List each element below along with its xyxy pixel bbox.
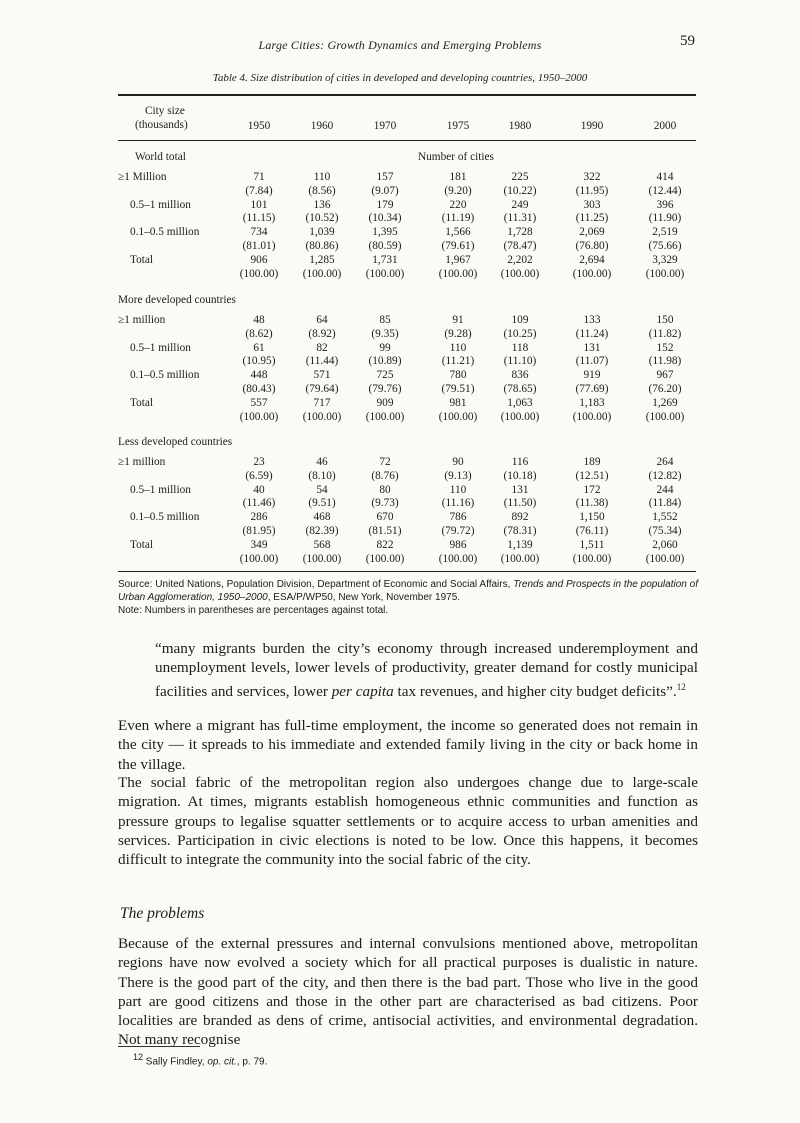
table-cell-percent: (8.10)	[308, 469, 336, 482]
running-head: Large Cities: Growth Dynamics and Emerging Problems	[258, 38, 542, 52]
table-cell: 322	[583, 171, 601, 183]
table-cell: 1,511	[579, 538, 605, 551]
table-cell-percent: (100.00)	[572, 267, 612, 280]
table-cell: 110	[449, 483, 467, 496]
table-cell: 152	[656, 341, 674, 354]
row-label: Total	[130, 396, 154, 409]
table-cell-percent: (11.44)	[305, 355, 339, 368]
paragraph-3: Because of the external pressures and internal convulsions mentioned above, metropolitan regions have now evolved a society which for all practical purposes is dualistic in nature. There is the good part of the city, and then there is the bad part. Those who live in the good part are good citizens and those in the other part are characterised as bad citizens. Poor localities are branded as dens of crime, antisocial activities, and environmental degradation. Not many recognise	[118, 935, 698, 1049]
table-cell: 2,060	[652, 538, 678, 551]
year-header: 1980	[508, 120, 532, 132]
table-cell: 1,728	[507, 226, 533, 239]
row-label: 0.5–1 million	[130, 198, 191, 211]
table-cell-percent: (100.00)	[645, 410, 685, 423]
table-cell-percent: (80.59)	[368, 240, 402, 252]
year-header: 1975	[446, 120, 470, 132]
table-cell: 110	[449, 341, 467, 354]
table-cell-percent: (9.35)	[371, 327, 399, 340]
table-cell: 919	[583, 369, 601, 382]
table-cell-percent: (11.84)	[648, 497, 682, 510]
table-cell: 981	[449, 396, 467, 409]
table-cell-percent: (100.00)	[572, 410, 612, 423]
table-cell-percent: (9.73)	[371, 497, 399, 510]
table-cell: 1,566	[445, 226, 471, 239]
table-cell: 349	[250, 538, 268, 551]
table-cell-percent: (8.92)	[308, 327, 336, 340]
table-note: Note: Numbers in parentheses are percentages against total.	[118, 605, 389, 616]
group-title: Less developed countries	[118, 436, 233, 448]
source-suffix: , ESA/P/WP50, New York, November 1975.	[267, 592, 461, 603]
table-cell-percent: (77.69)	[575, 383, 609, 395]
table-cell: 64	[316, 314, 328, 326]
table-cell: 72	[379, 456, 391, 468]
row-label: 0.1–0.5 million	[130, 369, 200, 382]
table-cell: 2,202	[507, 253, 533, 266]
table-cell: 172	[583, 483, 601, 496]
table-cell: 189	[583, 456, 601, 468]
section-heading: The problems	[120, 905, 205, 922]
table-cell: 90	[452, 456, 464, 468]
table-cell-percent: (100.00)	[302, 552, 342, 565]
year-header: 1970	[373, 120, 397, 132]
table-cell-percent: (11.50)	[503, 497, 537, 510]
table-cell: 150	[656, 314, 674, 326]
table-cell-percent: (79.72)	[441, 525, 475, 537]
paragraph-2: The social fabric of the metropolitan region also undergoes change due to large-scale migration. At times, migrants establish homogeneous ethnic communities and function as pressure groups to legalise squatter settlements or to acquire access to urban amenities and services. Participation in civic elections is noted to be low. Once this happens, it becomes difficult to integrate the community into the social fabric of the city.	[118, 774, 698, 869]
table-cell: 110	[313, 171, 331, 183]
table-cell-percent: (11.07)	[575, 355, 609, 368]
table-cell: 396	[656, 198, 674, 211]
year-header: 1950	[247, 120, 271, 132]
table-cell: 131	[583, 341, 601, 354]
quote-italic: per capita	[331, 682, 394, 700]
table-cell-percent: (78.31)	[503, 525, 537, 537]
table-cell-percent: (100.00)	[302, 267, 342, 280]
table-cell: 85	[379, 314, 391, 326]
table-cell-percent: (11.82)	[648, 327, 682, 340]
table-cell-percent: (7.84)	[245, 184, 273, 197]
table-cell-percent: (10.89)	[368, 355, 402, 368]
table-cell-percent: (11.21)	[441, 355, 475, 368]
table-cell: 220	[449, 198, 467, 211]
table-cell: 82	[316, 341, 328, 354]
table-cell: 448	[250, 369, 268, 382]
year-header: 1960	[310, 120, 334, 132]
table-cell-percent: (10.18)	[503, 469, 537, 482]
table-cell-percent: (79.76)	[368, 383, 402, 395]
table-cell-percent: (100.00)	[645, 552, 685, 565]
table-cell: 1,285	[309, 253, 335, 266]
table-cell: 46	[316, 456, 328, 468]
table-cell-percent: (79.61)	[441, 240, 475, 252]
row-label: 0.1–0.5 million	[130, 511, 200, 524]
table-cell-percent: (100.00)	[365, 552, 405, 565]
table-cell: 71	[253, 171, 265, 183]
table-cell-percent: (6.59)	[245, 469, 273, 482]
row-label: ≥1 Million	[118, 171, 167, 183]
table-cell: 670	[376, 511, 394, 524]
year-header: 2000	[653, 120, 677, 132]
footnote-rule	[118, 1046, 200, 1047]
table-cell: 2,519	[652, 226, 678, 239]
table-cell: 23	[253, 456, 265, 468]
table-cell-percent: (9.51)	[308, 497, 336, 510]
table-cell-percent: (100.00)	[365, 267, 405, 280]
table-header-rule	[118, 140, 696, 141]
table-cell-percent: (100.00)	[500, 552, 540, 565]
table-cell: 91	[452, 314, 464, 326]
table-cell-percent: (78.47)	[503, 240, 537, 252]
table-cell-percent: (100.00)	[438, 410, 478, 423]
table-cell-percent: (75.66)	[648, 240, 682, 252]
table-cell: 557	[250, 396, 268, 409]
table-cell: 717	[313, 396, 331, 409]
table-cell-percent: (81.01)	[242, 240, 276, 252]
row-label: 0.5–1 million	[130, 483, 191, 496]
table-cell-percent: (100.00)	[239, 267, 279, 280]
table-cell: 303	[583, 198, 601, 211]
table-cell: 909	[376, 396, 394, 409]
table-cell-percent: (12.44)	[648, 184, 682, 197]
footnote-ref: 12	[676, 681, 686, 692]
table-cell-percent: (76.20)	[648, 383, 682, 395]
number-of-cities-label: Number of cities	[418, 151, 494, 163]
table-cell-percent: (11.31)	[503, 212, 537, 225]
table-cell: 101	[250, 198, 268, 211]
table-cell: 157	[376, 171, 394, 183]
table-cell-percent: (8.62)	[245, 327, 273, 340]
table-cell: 906	[250, 253, 268, 266]
table-cell: 1,183	[579, 396, 605, 409]
table-cell-percent: (10.22)	[503, 184, 537, 197]
table-cell: 181	[449, 171, 467, 183]
row-label: ≥1 million	[118, 456, 166, 468]
table-cell-percent: (100.00)	[302, 410, 342, 423]
table-cell-percent: (81.95)	[242, 525, 276, 537]
table-cell: 1,039	[309, 226, 335, 239]
row-label: Total	[130, 538, 154, 551]
table-cell: 822	[376, 538, 394, 551]
table-cell: 1,269	[652, 396, 678, 409]
year-header: 1990	[580, 120, 604, 132]
table-cell: 118	[511, 341, 529, 354]
table-cell-percent: (100.00)	[239, 410, 279, 423]
table-cell: 836	[511, 369, 529, 382]
table-cell-percent: (9.28)	[444, 327, 472, 340]
table-cell-percent: (100.00)	[500, 267, 540, 280]
group-title: World total	[135, 151, 186, 163]
table-cell-percent: (11.98)	[648, 355, 682, 368]
table-cell-percent: (100.00)	[645, 267, 685, 280]
table-cell-percent: (100.00)	[365, 410, 405, 423]
table-cell: 2,694	[579, 253, 605, 266]
table-cell: 54	[316, 483, 328, 496]
table-cell: 468	[313, 511, 331, 524]
block-quote: “many migrants burden the city’s economy through increased underemployment and unemployment levels, lower levels of productivity, greater demand for costly municipal facilities and services, lower per capita tax revenues, and higher city budget deficits”.$^{12}$	[155, 640, 698, 700]
table-cell-percent: (100.00)	[438, 267, 478, 280]
table-cell-percent: (11.19)	[441, 212, 475, 225]
group-title: More developed countries	[118, 294, 236, 306]
table-cell: 131	[511, 483, 529, 496]
table-cell-percent: (11.10)	[503, 355, 537, 368]
row-label: ≥1 million	[118, 314, 166, 326]
table-cell: 1,731	[372, 253, 398, 266]
table-cell: 786	[449, 511, 467, 524]
table-source-note	[118, 578, 698, 617]
table-cell-percent: (11.15)	[242, 212, 276, 225]
table-cell: 80	[379, 483, 391, 496]
table-cell: 133	[583, 314, 601, 326]
row-label: 0.5–1 million	[130, 341, 191, 354]
table-cell: 1,150	[579, 511, 605, 524]
table-cell: 286	[250, 511, 268, 524]
table-cell: 967	[656, 369, 674, 382]
table-cell-percent: (11.38)	[575, 497, 609, 510]
table-cell: 249	[511, 198, 529, 211]
table-top-rule	[118, 94, 696, 96]
table-cell-percent: (76.80)	[575, 240, 609, 252]
footnote-number: 12	[133, 1052, 144, 1062]
table-cell-percent: (100.00)	[438, 552, 478, 565]
table-cell: 3,329	[652, 253, 678, 266]
table-cell: 40	[253, 483, 265, 496]
table-cell-percent: (12.51)	[575, 469, 609, 482]
table-cell: 2,069	[579, 226, 605, 239]
table-cell-percent: (10.52)	[305, 212, 339, 225]
table-cell-percent: (11.46)	[242, 497, 276, 510]
size-column-header: (thousands)	[135, 119, 188, 131]
table-cell-percent: (11.90)	[648, 212, 682, 225]
table-cell-percent: (10.25)	[503, 327, 537, 340]
source-title: Trends and Prospects in the population of Urban Agglomeration, 1950–2000	[118, 579, 699, 603]
table-cell: 725	[376, 369, 394, 382]
size-column-header: City size	[145, 105, 185, 117]
table-cell-percent: (79.64)	[305, 383, 339, 395]
table-cell-percent: (100.00)	[239, 552, 279, 565]
table-cell-percent: (8.76)	[371, 469, 399, 482]
table-cell: 99	[379, 341, 391, 354]
table-cell: 568	[313, 538, 331, 551]
table-cell: 780	[449, 369, 467, 382]
table-cell: 414	[656, 171, 674, 183]
table-cell: 179	[376, 198, 394, 211]
table-caption: Table 4. Size distribution of cities in developed and developing countries, 1950–2000	[212, 72, 588, 84]
table-cell-percent: (10.34)	[368, 212, 402, 225]
table-cell: 244	[656, 483, 674, 496]
table-cell-percent: (80.43)	[242, 383, 276, 395]
table-cell-percent: (12.82)	[648, 469, 682, 482]
paragraph-1: Even where a migrant has full-time employment, the income so generated does not remain in the city — it spreads to his immediate and extended family living in the city or back home in the village.	[118, 717, 698, 773]
table-cell: 571	[313, 369, 331, 382]
table-cell: 1,395	[372, 226, 398, 239]
table-cell-percent: (76.11)	[575, 525, 609, 537]
table-cell-percent: (9.20)	[444, 184, 472, 197]
table-cell: 734	[250, 226, 268, 239]
table-bottom-rule	[118, 571, 696, 572]
table-cell-percent: (11.24)	[575, 327, 609, 340]
table-cell: 264	[656, 456, 674, 468]
table-cell-percent: (81.51)	[368, 525, 402, 537]
table-cell: 892	[511, 511, 529, 524]
table-cell-percent: (82.39)	[305, 525, 339, 537]
row-label: 0.1–0.5 million	[130, 226, 200, 239]
page-number: 59	[680, 33, 695, 49]
table-cell: 109	[511, 314, 529, 326]
table-cell-percent: (11.95)	[575, 184, 609, 197]
table-cell-percent: (11.16)	[441, 497, 475, 510]
table-cell: 136	[313, 198, 331, 211]
table-cell-percent: (9.07)	[371, 184, 399, 197]
table-cell-percent: (100.00)	[572, 552, 612, 565]
table-cell-percent: (75.34)	[648, 525, 682, 537]
footnote: $^{12}$ Sally Findley, op. cit., p. 79.	[133, 1052, 268, 1068]
table-cell-percent: (10.95)	[242, 355, 276, 368]
table-cell: 61	[253, 341, 265, 354]
table-cell-percent: (8.56)	[308, 184, 336, 197]
table-cell: 1,552	[652, 511, 678, 524]
table-cell: 1,063	[507, 396, 533, 409]
table-cell-percent: (79.51)	[441, 383, 475, 395]
table-cell: 986	[449, 538, 467, 551]
table-cell-percent: (80.86)	[305, 240, 339, 252]
table-cell: 225	[511, 171, 529, 183]
table-cell-percent: (100.00)	[500, 410, 540, 423]
table-cell-percent: (11.25)	[575, 212, 609, 225]
source-prefix: Source: United Nations, Population Division, Department of Economic and Social Affairs,	[118, 579, 514, 590]
table-cell-percent: (9.13)	[444, 469, 472, 482]
table-cell-percent: (78.65)	[503, 383, 537, 395]
table-cell: 116	[511, 456, 529, 468]
row-label: Total	[130, 253, 154, 266]
table-cell: 48	[253, 314, 265, 326]
table-cell: 1,967	[445, 253, 471, 266]
table-cell: 1,139	[507, 538, 533, 551]
